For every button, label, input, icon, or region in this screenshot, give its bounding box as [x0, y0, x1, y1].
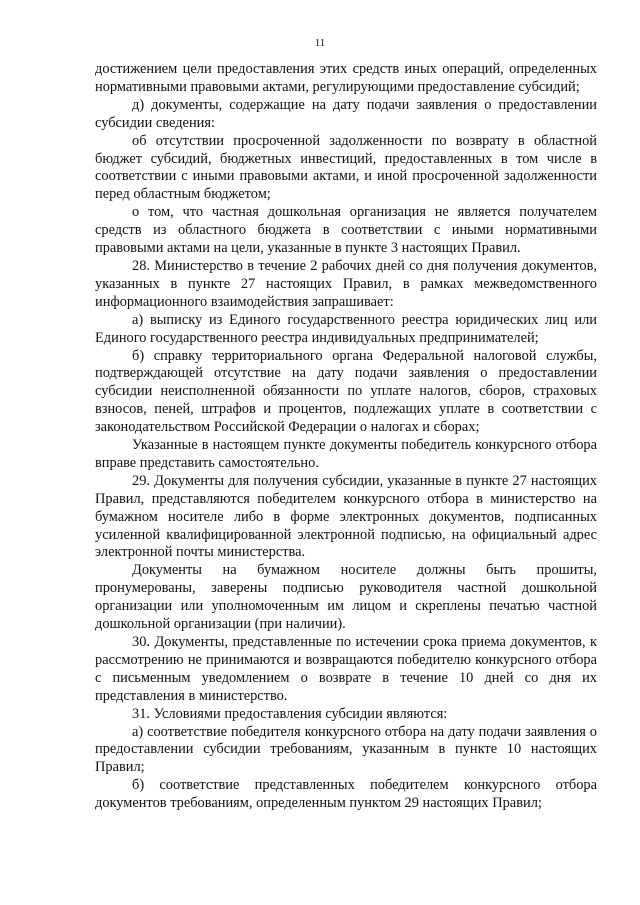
paragraph: б) соответствие представленных победителем конкурсного отбора документов требованиям, определенным пунктом 29 настоящих Правил;: [95, 777, 597, 812]
paragraph: б) справку территориального органа Федеральной налоговой службы, подтверждающей отсутствие на дату подачи заявления о предоставлении субсидии неисполненной обязанности по уплате налогов, сборов, страховых взносов, пеней, штрафов и процентов, подлежащих уплате в соответствии с законодательством Российской Федерации о налогах и сборах;: [95, 347, 597, 436]
paragraph: 28. Министерство в течение 2 рабочих дней со дня получения документов, указанных в пункте 27 настоящих Правил, в рамках межведомственного информационного взаимодействия запрашивает:: [95, 257, 597, 310]
paragraph: д) документы, содержащие на дату подачи заявления о предоставлении субсидии сведения:: [95, 96, 597, 131]
paragraph: о том, что частная дошкольная организация не является получателем средств из областного бюджета в соответствии с иными нормативными правовыми актами на цели, указанные в пункте 3 настоящих Правил.: [95, 204, 597, 257]
paragraph: Указанные в настоящем пункте документы победитель конкурсного отбора вправе представить самостоятельно.: [95, 437, 597, 471]
paragraph: а) выписку из Единого государственного реестра юридических лиц или Единого государственного реестра индивидуальных предпринимателей;: [95, 311, 597, 346]
paragraph: а) соответствие победителя конкурсного отбора на дату подачи заявления о предоставлении субсидии требованиям, указанным в пункте 10 настоящих Правил;: [95, 723, 597, 776]
paragraph: 31. Условиями предоставления субсидии являются:: [132, 705, 448, 722]
paragraph: 30. Документы, представленные по истечении срока приема документов, к рассмотрению не принимаются и возвращаются победителю конкурсного отбора с письменным уведомлением о возврате в течение 10 дней со дня их представления в министерство.: [95, 634, 597, 704]
paragraph: 29. Документы для получения субсидии, указанные в пункте 27 настоящих Правил, представляются победителем конкурсного отбора в министерство на бумажном носителе либо в форме электронных документов, подписанных усиленной квалифицированной электронной подписью, на официальный адрес электронной почты министерства.: [95, 472, 597, 561]
paragraph: Документы на бумажном носителе должны быть прошиты, пронумерованы, заверены подписью руководителя частной дошкольной организации или уполномоченным им лицом и скреплены печатью частной дошкольной организации (при наличии).: [95, 562, 597, 633]
page-number: 11: [314, 37, 326, 49]
paragraph: достижением цели предоставления этих средств иных операций, определенных нормативными правовыми актами, регулирующими предоставление субсидий;: [95, 61, 597, 95]
document-body: [95, 61, 597, 813]
paragraph: об отсутствии просроченной задолженности по возврату в областной бюджет субсидий, бюджетных инвестиций, предоставленных в том числе в соответствии с иными правовыми актами, и иной просроченной задолженности перед областным бюджетом;: [95, 132, 597, 203]
